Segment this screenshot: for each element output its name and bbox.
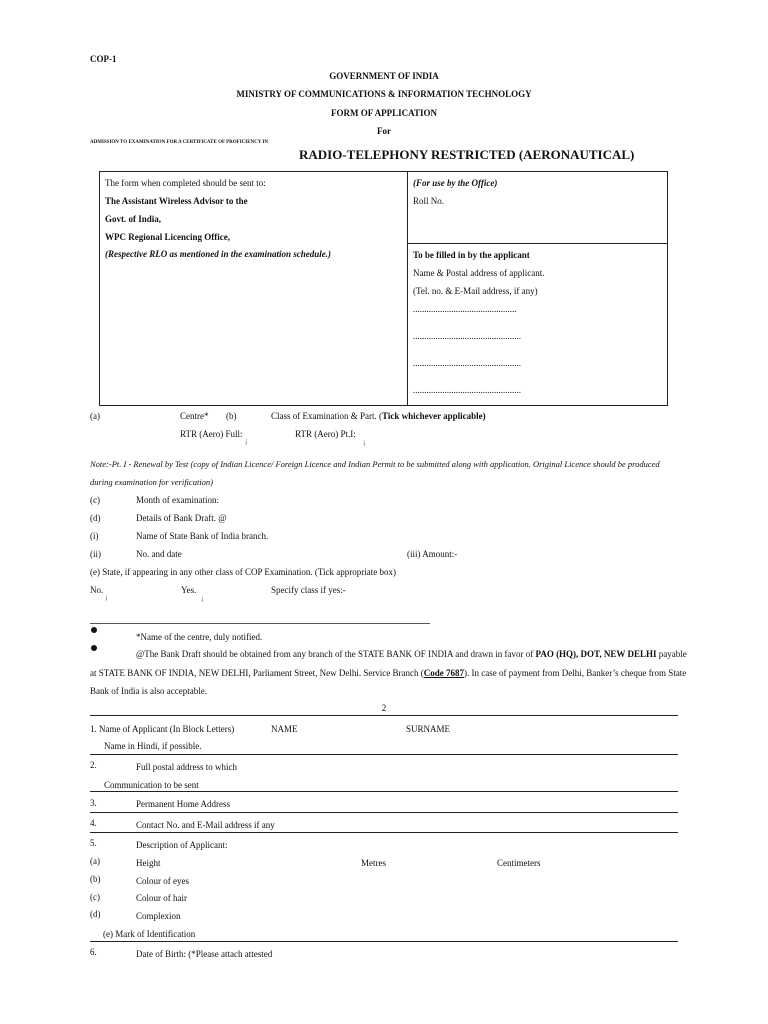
addressee-line4: (Respective RLO as mentioned in the examination schedule.)	[105, 249, 331, 259]
payee-name: PAO (HQ), DOT, NEW DELHI	[535, 649, 657, 659]
rtr-full-label: RTR (Aero) Full:	[180, 429, 243, 439]
q4-number: 4.	[90, 818, 97, 828]
q1-label: 1. Name of Applicant (In Block Letters)	[90, 724, 235, 734]
bullet-icon	[91, 627, 97, 633]
office-divider	[407, 243, 667, 244]
footnote-centre: *Name of the centre, duly notified.	[136, 632, 263, 642]
address-box	[99, 171, 668, 406]
applicant-box-title: To be filled in by the applicant	[413, 250, 530, 260]
footnote-separator	[90, 623, 430, 624]
q5-number: 5.	[90, 838, 97, 848]
send-intro: The form when completed should be sent to:	[105, 178, 266, 188]
q5b-label: (b)	[90, 874, 101, 884]
footnote-draft-line3: Bank of India is also acceptable.	[90, 686, 207, 696]
surname-field[interactable]: SURNAME	[406, 724, 451, 734]
roll-no-label[interactable]: Roll No.	[413, 196, 445, 206]
month-exam-field[interactable]: Month of examination:	[136, 495, 219, 505]
box-divider	[407, 171, 408, 405]
height-centimeters-field[interactable]: Centimeters	[497, 858, 541, 868]
address-line-2[interactable]: ................................................	[413, 331, 521, 341]
rtr-full-tickbox[interactable]: ¡	[245, 437, 248, 445]
bank-draft-label: Details of Bank Draft. @	[136, 513, 227, 523]
rule-q4	[90, 832, 678, 833]
item-ii-label: (ii)	[90, 549, 101, 559]
name-field[interactable]: NAME	[271, 724, 298, 734]
draft-no-date-field[interactable]: No. and date	[136, 549, 182, 559]
addressee-line2: Govt. of India,	[105, 214, 162, 224]
name-hindi-field[interactable]: Name in Hindi, if possible.	[104, 741, 202, 751]
tick-instruction: Tick whichever applicable)	[381, 411, 486, 421]
address-line-4[interactable]: ................................................	[413, 385, 521, 395]
note-line1: Note:-Pt. I - Renewal by Test (copy of Indian Licence/ Foreign Licence and Indian Permit to be submitted along with application. Original Licence should be produced	[90, 459, 660, 469]
applicant-address-label: Name & Postal address of applicant.	[413, 268, 545, 278]
page-number: 2	[381, 703, 387, 713]
q5a-label: (a)	[90, 856, 100, 866]
gov-heading: GOVERNMENT OF INDIA	[329, 71, 439, 81]
q2-number: 2.	[90, 760, 97, 770]
rtr-pt1-label: RTR (Aero) Pt.I:	[295, 429, 356, 439]
footnote-draft-text: @The Bank Draft should be obtained from any branch of the STATE BANK OF INDIA and drawn in favor of	[136, 649, 536, 659]
ministry-heading: MINISTRY OF COMMUNICATIONS & INFORMATION TECHNOLOGY	[236, 89, 532, 99]
rule-top	[90, 715, 678, 716]
no-tickbox[interactable]: ¡	[105, 593, 108, 601]
note-line2: during examination for verification)	[90, 477, 213, 487]
q5d-label: (d)	[90, 909, 101, 919]
bullet-icon	[91, 645, 97, 651]
hair-colour-field[interactable]: Colour of hair	[136, 893, 187, 903]
form-code: COP-1	[90, 54, 117, 64]
page-title: RADIO-TELEPHONY RESTRICTED (AERONAUTICAL)	[299, 147, 635, 162]
rule-q5	[90, 941, 678, 942]
item-b-label: (b)	[226, 411, 237, 421]
height-metres-field[interactable]: Metres	[361, 858, 386, 868]
addressee-line3: WPC Regional Licencing Office,	[105, 232, 230, 242]
bankers-cheque-text: ). In case of payment from Delhi, Banker’s cheque from State	[464, 668, 687, 678]
contact-field[interactable]: Contact No. and E-Mail address if any	[136, 820, 275, 830]
footnote-draft-line2	[90, 668, 686, 678]
q6-number: 6.	[90, 947, 97, 957]
branch-text: at STATE BANK OF INDIA, NEW DELHI, Parliament Street, New Delhi. Service Branch (	[90, 668, 424, 678]
address-line-1[interactable]: ..............................................	[413, 304, 517, 314]
office-use-title: (For use by the Office)	[413, 178, 498, 188]
address-line-3[interactable]: ................................................	[413, 358, 521, 368]
no-label: No.	[90, 585, 104, 595]
height-label: Height	[136, 858, 161, 868]
sbi-branch-field[interactable]: Name of State Bank of India branch.	[136, 531, 269, 541]
form-heading: FORM OF APPLICATION	[331, 108, 437, 118]
branch-code: Code 7687	[423, 668, 465, 678]
item-d-label: (d)	[90, 513, 101, 523]
class-exam-text: Class of Examination & Part. (	[271, 411, 382, 421]
class-exam-label	[271, 411, 486, 421]
item-e-text: (e) State, if appearing in any other class of COP Examination. (Tick appropriate box)	[90, 567, 397, 577]
rule-q1	[90, 754, 678, 755]
footnote-draft-line1	[136, 649, 687, 659]
item-i-label: (i)	[90, 531, 99, 541]
payable-text: payable	[656, 649, 687, 659]
centre-label: Centre*	[180, 411, 209, 421]
q3-number: 3.	[90, 798, 97, 808]
q2-label: Full postal address to which	[136, 762, 237, 772]
amount-field[interactable]: (iii) Amount:-	[407, 549, 458, 559]
q5c-label: (c)	[90, 892, 100, 902]
dob-field[interactable]: Date of Birth: (*Please attach attested	[136, 949, 273, 959]
identification-mark-field[interactable]: (e) Mark of Identification	[103, 929, 196, 939]
q2-label-cont[interactable]: Communication to be sent	[104, 780, 199, 790]
item-c-label: (c)	[90, 495, 100, 505]
applicant-contact-label: (Tel. no. & E-Mail address, if any)	[413, 286, 538, 296]
rtr-pt1-tickbox[interactable]: ¡	[363, 438, 366, 446]
rule-q3	[90, 812, 678, 813]
permanent-address-field[interactable]: Permanent Home Address	[136, 799, 230, 809]
admission-text: ADMISSION TO EXAMINATION FOR A CERTIFICATE OF PROFICIENCY IN	[90, 140, 268, 145]
q5-label: Description of Applicant:	[136, 840, 228, 850]
item-a-label: (a)	[90, 411, 100, 421]
yes-label: Yes.	[181, 585, 197, 595]
rule-q2	[90, 791, 678, 792]
eye-colour-field[interactable]: Colour of eyes	[136, 876, 189, 886]
for-heading: For	[377, 126, 391, 136]
complexion-field[interactable]: Complexion	[136, 911, 181, 921]
specify-class-field[interactable]: Specify class if yes:-	[271, 585, 346, 595]
addressee-line1: The Assistant Wireless Advisor to the	[105, 196, 248, 206]
yes-tickbox[interactable]: ¡	[201, 594, 204, 602]
